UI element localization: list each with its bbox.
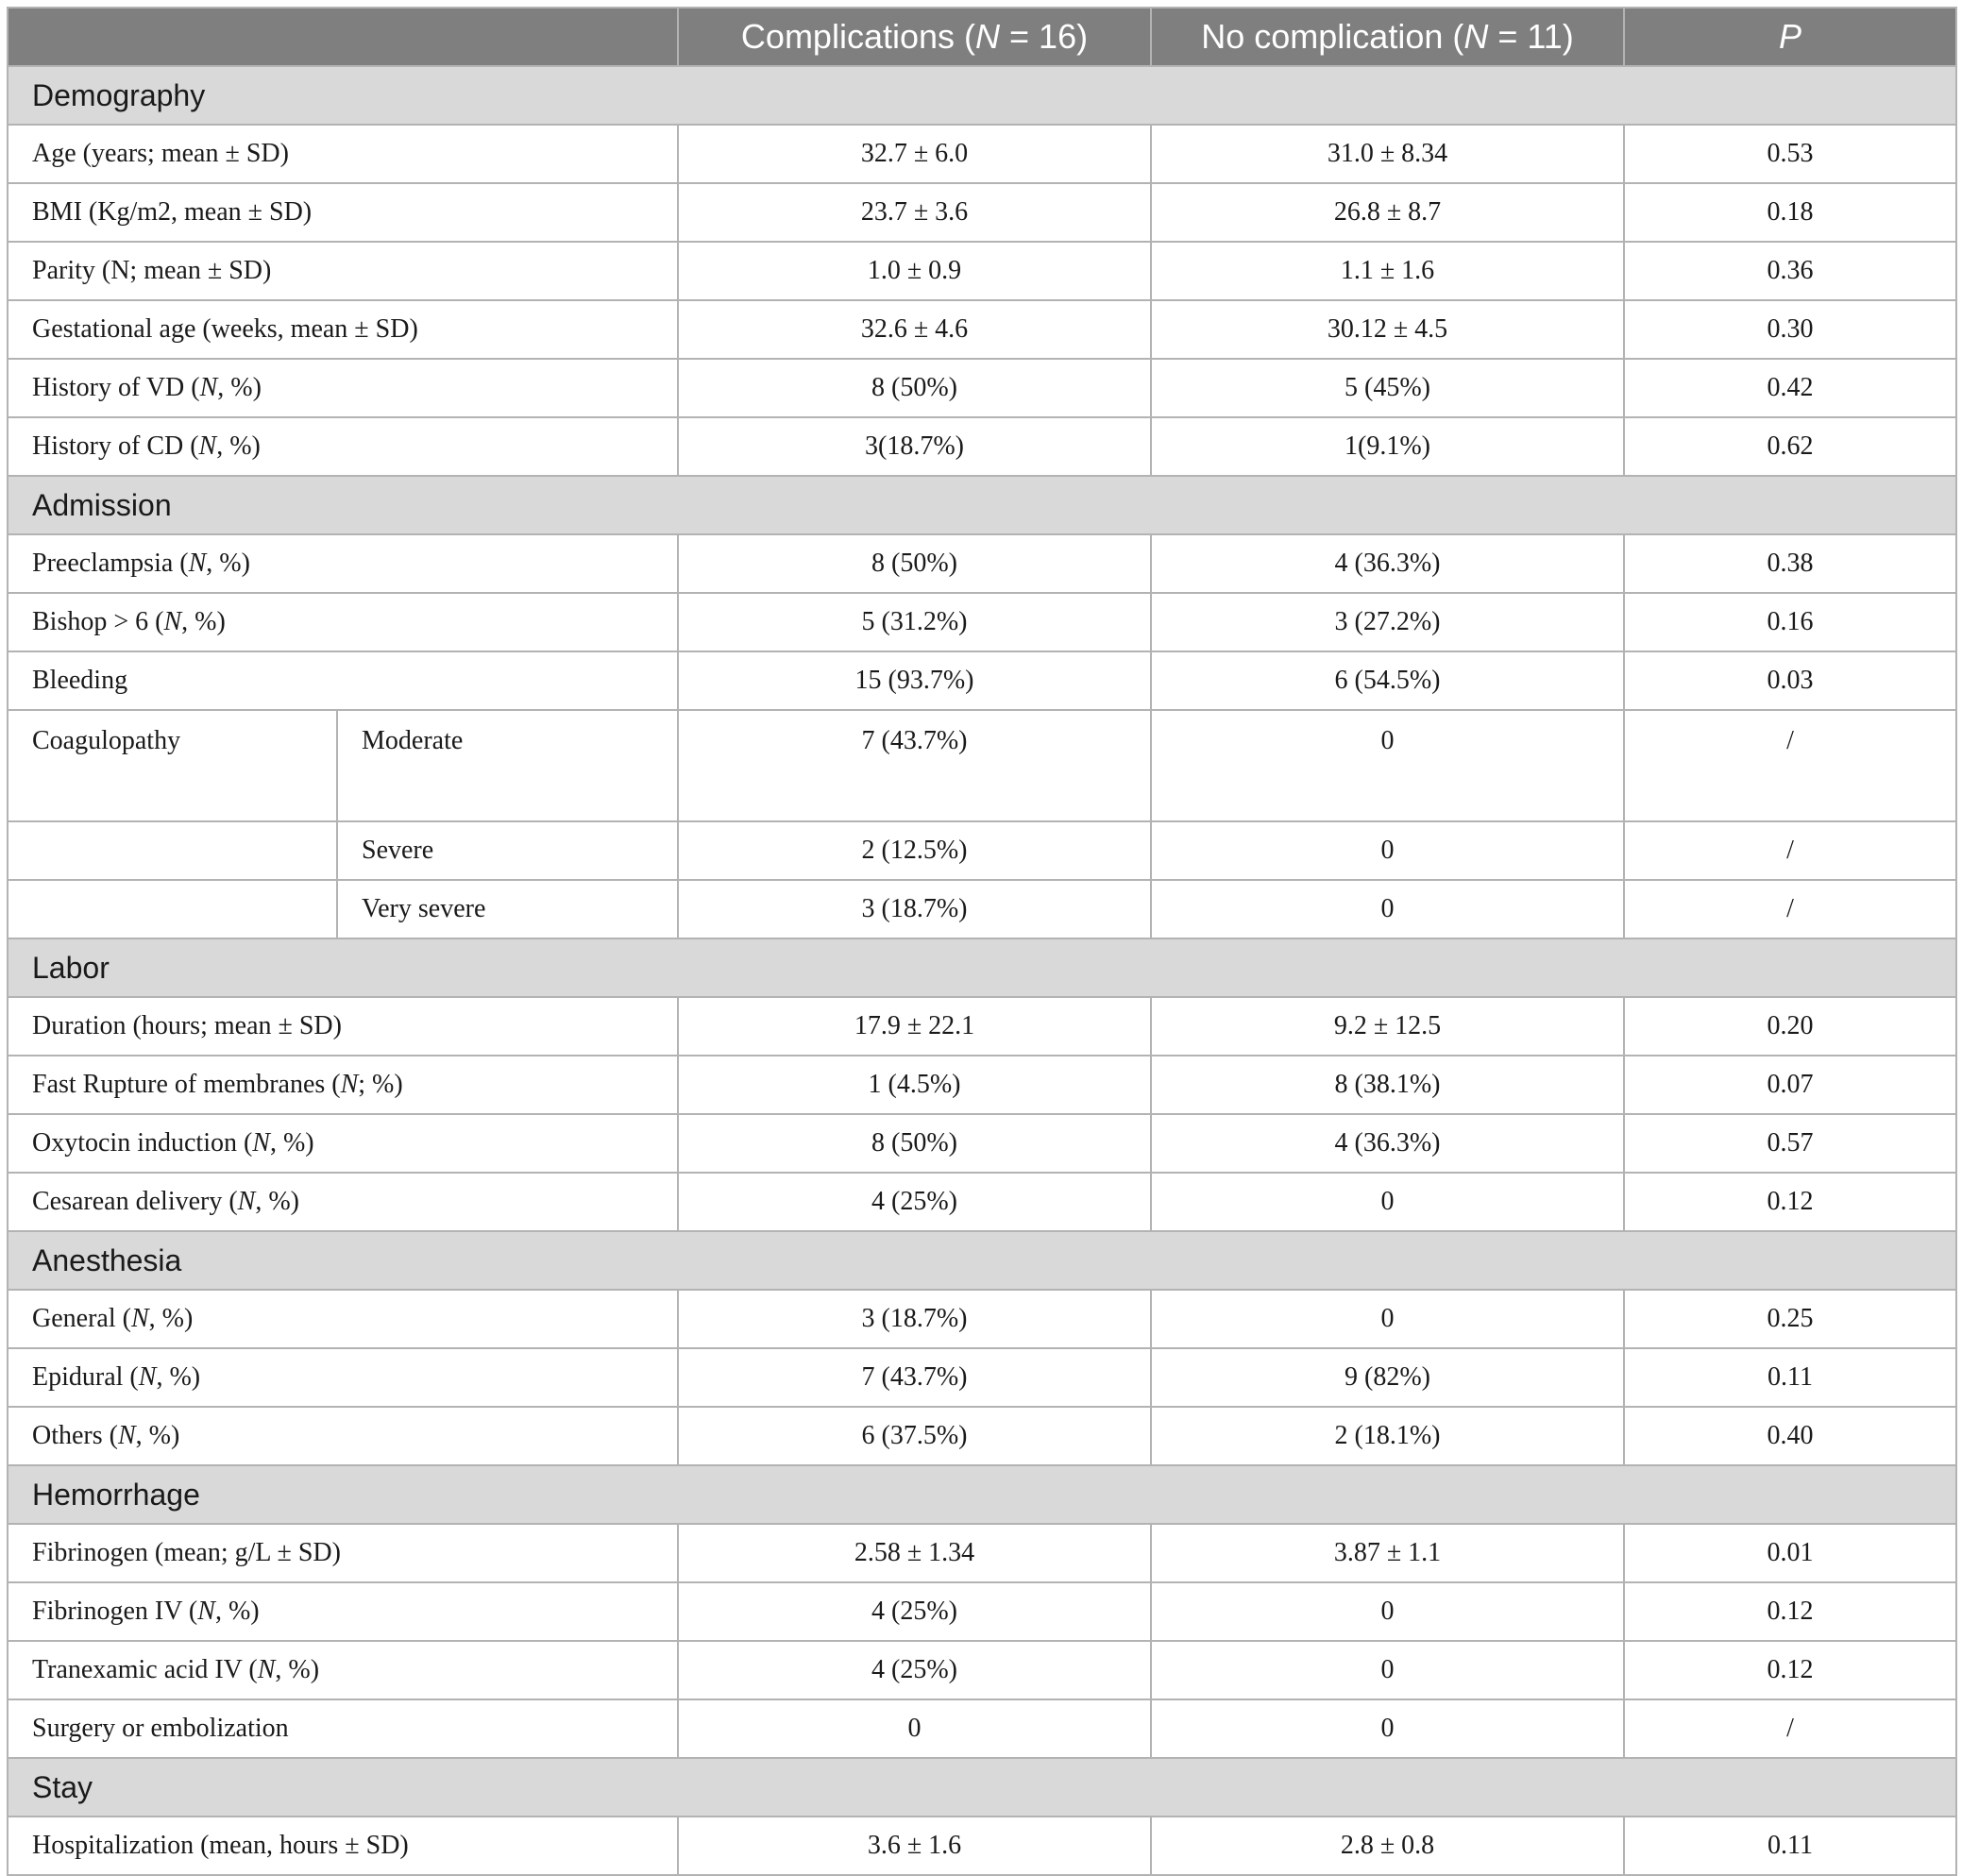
table-row	[8, 300, 1956, 359]
row-label: Preeclampsia (N, %)	[8, 534, 678, 593]
header-row	[8, 8, 1956, 66]
cell-no-complication: 31.0 ± 8.34	[1151, 125, 1624, 183]
cell-no-complication: 30.12 ± 4.5	[1151, 300, 1624, 359]
cell-p-value: 0.40	[1624, 1407, 1956, 1465]
row-label: Bishop > 6 (N, %)	[8, 593, 678, 651]
cell-p-value: 0.11	[1624, 1348, 1956, 1407]
table-row	[8, 534, 1956, 593]
table-row	[8, 359, 1956, 417]
row-sublabel: Severe	[337, 821, 678, 880]
cell-p-value: 0.53	[1624, 125, 1956, 183]
cell-p-value: 0.03	[1624, 651, 1956, 710]
table-row	[8, 1699, 1956, 1758]
row-label: Surgery or embolization	[8, 1699, 678, 1758]
table-row	[8, 242, 1956, 300]
cell-complications: 8 (50%)	[678, 534, 1151, 593]
section-row	[8, 1465, 1956, 1524]
cell-complications: 7 (43.7%)	[678, 1348, 1151, 1407]
empty-cell	[8, 821, 337, 880]
row-sublabel: Very severe	[337, 880, 678, 938]
cell-no-complication: 8 (38.1%)	[1151, 1056, 1624, 1114]
row-label: General (N, %)	[8, 1290, 678, 1348]
cell-complications: 2.58 ± 1.34	[678, 1524, 1151, 1582]
section-title: Hemorrhage	[8, 1465, 1956, 1524]
table-row	[8, 183, 1956, 242]
cell-complications: 4 (25%)	[678, 1582, 1151, 1641]
table-row	[8, 880, 1956, 938]
cell-complications: 23.7 ± 3.6	[678, 183, 1151, 242]
cell-complications: 7 (43.7%)	[678, 710, 1151, 821]
cell-p-value: /	[1624, 821, 1956, 880]
cell-no-complication: 2 (18.1%)	[1151, 1407, 1624, 1465]
row-label: Others (N, %)	[8, 1407, 678, 1465]
cell-complications: 1.0 ± 0.9	[678, 242, 1151, 300]
cell-complications: 32.6 ± 4.6	[678, 300, 1151, 359]
cell-p-value: 0.11	[1624, 1817, 1956, 1875]
cell-complications: 4 (25%)	[678, 1641, 1151, 1699]
row-label: Oxytocin induction (N, %)	[8, 1114, 678, 1173]
section-title: Stay	[8, 1758, 1956, 1817]
table-row	[8, 593, 1956, 651]
cell-complications: 3.6 ± 1.6	[678, 1817, 1151, 1875]
cell-complications: 0	[678, 1699, 1151, 1758]
cell-no-complication: 0	[1151, 1641, 1624, 1699]
cell-complications: 17.9 ± 22.1	[678, 997, 1151, 1056]
row-label: History of CD (N, %)	[8, 417, 678, 476]
cell-p-value: 0.20	[1624, 997, 1956, 1056]
section-title: Anesthesia	[8, 1231, 1956, 1290]
row-label: Epidural (N, %)	[8, 1348, 678, 1407]
section-title: Demography	[8, 66, 1956, 125]
cell-complications: 32.7 ± 6.0	[678, 125, 1151, 183]
cell-p-value: 0.01	[1624, 1524, 1956, 1582]
cell-p-value: /	[1624, 1699, 1956, 1758]
cell-no-complication: 26.8 ± 8.7	[1151, 183, 1624, 242]
cell-no-complication: 5 (45%)	[1151, 359, 1624, 417]
table-row	[8, 125, 1956, 183]
cell-p-value: 0.12	[1624, 1641, 1956, 1699]
cell-complications: 2 (12.5%)	[678, 821, 1151, 880]
cell-complications: 3 (18.7%)	[678, 1290, 1151, 1348]
table-row	[8, 1114, 1956, 1173]
row-label: History of VD (N, %)	[8, 359, 678, 417]
cell-p-value: 0.30	[1624, 300, 1956, 359]
table-row	[8, 821, 1956, 880]
empty-cell	[8, 880, 337, 938]
cell-complications: 1 (4.5%)	[678, 1056, 1151, 1114]
row-label: Duration (hours; mean ± SD)	[8, 997, 678, 1056]
header-complications: Complications (N = 16)	[678, 8, 1151, 66]
cell-no-complication: 3 (27.2%)	[1151, 593, 1624, 651]
cell-p-value: 0.16	[1624, 593, 1956, 651]
coagulopathy-label: Coagulopathy	[8, 710, 337, 821]
row-sublabel: Moderate	[337, 710, 678, 821]
cell-no-complication: 1.1 ± 1.6	[1151, 242, 1624, 300]
table-row	[8, 710, 1956, 821]
cell-no-complication: 0	[1151, 1173, 1624, 1231]
cell-complications: 3(18.7%)	[678, 417, 1151, 476]
row-label: Bleeding	[8, 651, 678, 710]
table-row	[8, 1056, 1956, 1114]
row-label: BMI (Kg/m2, mean ± SD)	[8, 183, 678, 242]
section-title: Labor	[8, 938, 1956, 997]
cell-no-complication: 0	[1151, 1699, 1624, 1758]
section-row	[8, 476, 1956, 534]
cell-p-value: 0.36	[1624, 242, 1956, 300]
table-row	[8, 1582, 1956, 1641]
cell-no-complication: 6 (54.5%)	[1151, 651, 1624, 710]
row-label: Fibrinogen (mean; g/L ± SD)	[8, 1524, 678, 1582]
cell-complications: 5 (31.2%)	[678, 593, 1151, 651]
cell-no-complication: 9.2 ± 12.5	[1151, 997, 1624, 1056]
cell-no-complication: 0	[1151, 821, 1624, 880]
cell-p-value: 0.62	[1624, 417, 1956, 476]
cell-complications: 4 (25%)	[678, 1173, 1151, 1231]
cell-no-complication: 0	[1151, 1582, 1624, 1641]
cell-p-value: /	[1624, 880, 1956, 938]
cell-p-value: 0.25	[1624, 1290, 1956, 1348]
cell-p-value: 0.38	[1624, 534, 1956, 593]
header-p-value: P	[1624, 8, 1956, 66]
table-row	[8, 1407, 1956, 1465]
row-label: Tranexamic acid IV (N, %)	[8, 1641, 678, 1699]
section-row	[8, 1231, 1956, 1290]
row-label: Hospitalization (mean, hours ± SD)	[8, 1817, 678, 1875]
cell-p-value: 0.42	[1624, 359, 1956, 417]
table-row	[8, 417, 1956, 476]
cell-p-value: 0.18	[1624, 183, 1956, 242]
cell-no-complication: 0	[1151, 710, 1624, 821]
row-label: Gestational age (weeks, mean ± SD)	[8, 300, 678, 359]
cell-p-value: 0.07	[1624, 1056, 1956, 1114]
cell-no-complication: 0	[1151, 880, 1624, 938]
cell-complications: 6 (37.5%)	[678, 1407, 1151, 1465]
cell-complications: 8 (50%)	[678, 359, 1151, 417]
cell-p-value: 0.12	[1624, 1582, 1956, 1641]
section-row	[8, 66, 1956, 125]
complications-table	[7, 7, 1957, 1876]
section-title: Admission	[8, 476, 1956, 534]
table-row	[8, 997, 1956, 1056]
row-label: Cesarean delivery (N, %)	[8, 1173, 678, 1231]
cell-no-complication: 3.87 ± 1.1	[1151, 1524, 1624, 1582]
table-row	[8, 1348, 1956, 1407]
cell-complications: 15 (93.7%)	[678, 651, 1151, 710]
cell-complications: 8 (50%)	[678, 1114, 1151, 1173]
section-row	[8, 1758, 1956, 1817]
table-row	[8, 1290, 1956, 1348]
table-row	[8, 1641, 1956, 1699]
row-label: Parity (N; mean ± SD)	[8, 242, 678, 300]
table-row	[8, 1173, 1956, 1231]
cell-complications: 3 (18.7%)	[678, 880, 1151, 938]
cell-p-value: 0.12	[1624, 1173, 1956, 1231]
cell-p-value: 0.57	[1624, 1114, 1956, 1173]
section-row	[8, 938, 1956, 997]
table-row	[8, 651, 1956, 710]
row-label: Fibrinogen IV (N, %)	[8, 1582, 678, 1641]
row-label: Age (years; mean ± SD)	[8, 125, 678, 183]
cell-no-complication: 2.8 ± 0.8	[1151, 1817, 1624, 1875]
header-empty-cell	[8, 8, 678, 66]
cell-no-complication: 4 (36.3%)	[1151, 1114, 1624, 1173]
cell-no-complication: 4 (36.3%)	[1151, 534, 1624, 593]
cell-no-complication: 0	[1151, 1290, 1624, 1348]
row-label: Fast Rupture of membranes (N; %)	[8, 1056, 678, 1114]
table-row	[8, 1817, 1956, 1875]
header-no-complication: No complication (N = 11)	[1151, 8, 1624, 66]
cell-no-complication: 1(9.1%)	[1151, 417, 1624, 476]
cell-no-complication: 9 (82%)	[1151, 1348, 1624, 1407]
table-row	[8, 1524, 1956, 1582]
cell-p-value: /	[1624, 710, 1956, 821]
